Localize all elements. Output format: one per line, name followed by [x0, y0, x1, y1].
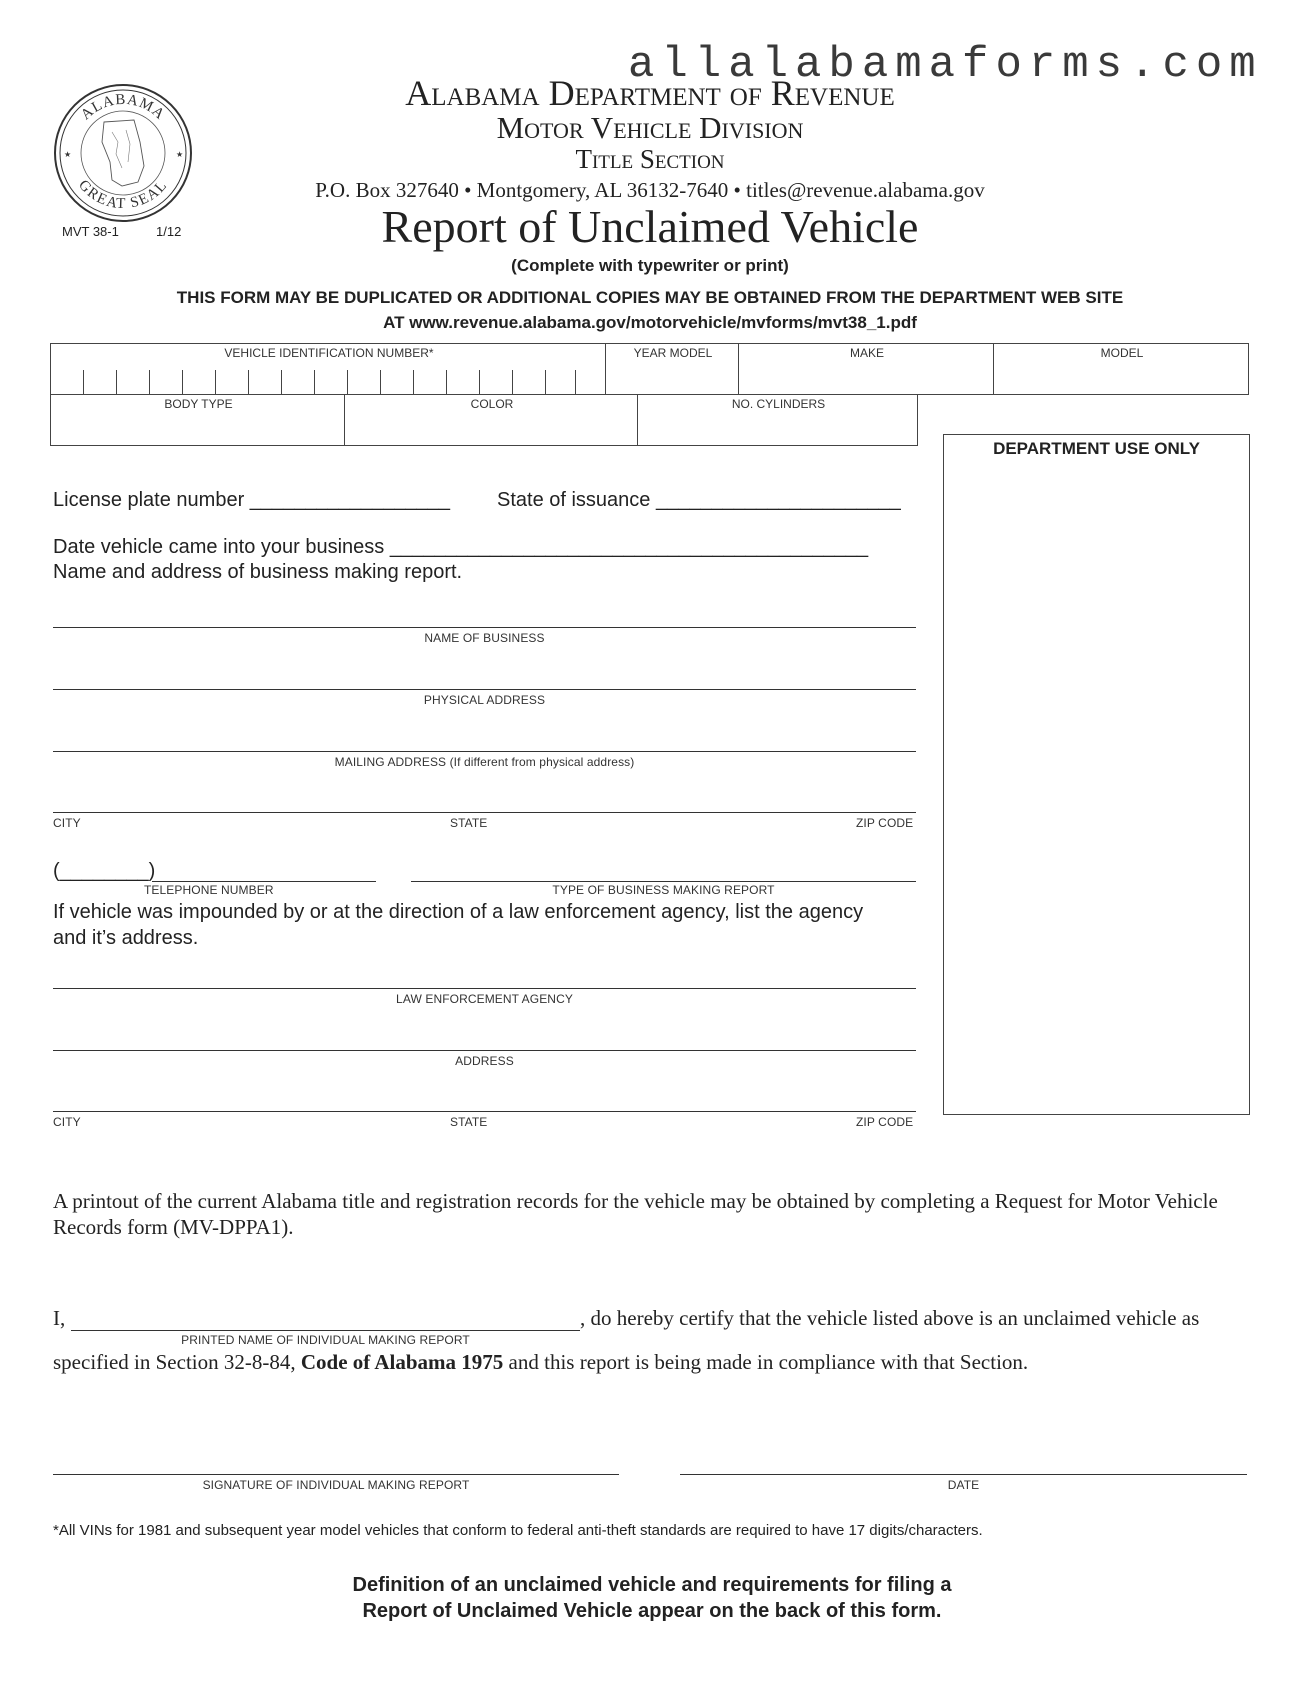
form-revision: 1/12 [156, 224, 182, 239]
physical-address-line[interactable] [53, 689, 916, 690]
certify-prefix: I, [53, 1306, 66, 1330]
business-state-label: STATE [450, 816, 488, 830]
type-of-business-label: TYPE OF BUSINESS MAKING REPORT [552, 883, 775, 897]
printed-name-label: PRINTED NAME OF INDIVIDUAL MAKING REPORT [181, 1333, 470, 1347]
body-type-cell[interactable] [50, 394, 345, 446]
law-enforcement-agency-line[interactable] [53, 988, 916, 989]
body-type-label: BODY TYPE [164, 397, 233, 411]
phone-area-code[interactable]: (________) [53, 860, 156, 882]
notice-line-1: THIS FORM MAY BE DUPLICATED OR ADDITIONAL COPIES MAY BE OBTAINED FROM THE DEPARTMENT WEB SITE [176, 288, 1124, 307]
printout-paragraph: A printout of the current Alabama title and registration records for the vehicle may be obtained by completing a Request for Motor Vehicle Records form (MV-DPPA1). [53, 1189, 1218, 1239]
cylinders-label: NO. CYLINDERS [731, 397, 826, 411]
dept-name: Alabama Department of Revenue [405, 73, 895, 113]
notice-line-2: AT www.revenue.alabama.gov/motorvehicle/mvforms/mvt38_1.pdf [383, 313, 917, 332]
name-address-intro: Name and address of business making report. [53, 561, 463, 583]
physical-address-label: PHYSICAL ADDRESS [423, 693, 546, 707]
svg-text:★: ★ [64, 150, 72, 159]
subtitle: (Complete with typewriter or print) [511, 256, 789, 275]
name-of-business-line[interactable] [53, 627, 916, 628]
agency-city-label: CITY [53, 1115, 81, 1129]
certify-line-2 [53, 1350, 1028, 1375]
color-cell[interactable] [344, 394, 638, 446]
agency-state-label: STATE [450, 1115, 488, 1129]
year-model-label: YEAR MODEL [633, 346, 713, 360]
law-enforcement-agency-label: LAW ENFORCEMENT AGENCY [396, 992, 573, 1006]
agency-address-line[interactable] [53, 1050, 916, 1051]
footer-line-1: Definition of an unclaimed vehicle and requirements for filing a [352, 1574, 952, 1596]
impound-instructions: If vehicle was impounded by or at the direction of a law enforcement agency, list the agency and it’s address. [53, 901, 864, 949]
section-name: Title Section [575, 144, 725, 174]
certify-line-2a: specified in Section 32-8-84, [53, 1350, 296, 1374]
business-zip-label: ZIP CODE [856, 816, 914, 830]
make-label: MAKE [849, 346, 884, 360]
date-vehicle-came-field[interactable]: Date vehicle came into your business ___________________________________________ [53, 536, 869, 558]
type-of-business-line[interactable] [411, 881, 916, 882]
department-use-box [943, 434, 1250, 1115]
telephone-label: TELEPHONE NUMBER [144, 883, 274, 897]
dept-address: P.O. Box 327640 • Montgomery, AL 36132-7640 • titles@revenue.alabama.gov [315, 178, 985, 202]
watermark: allalabamaforms.com [628, 40, 1263, 90]
mailing-address-label: MAILING ADDRESS (If different from physical address) [334, 755, 635, 769]
svg-text:★: ★ [176, 150, 184, 159]
business-city-label: CITY [53, 816, 81, 830]
model-cell[interactable] [993, 343, 1249, 395]
printed-name-line[interactable] [71, 1330, 580, 1331]
division-name: Motor Vehicle Division [496, 110, 804, 145]
signature-label: SIGNATURE OF INDIVIDUAL MAKING REPORT [202, 1478, 470, 1492]
agency-address-label: ADDRESS [455, 1054, 514, 1068]
svg-text:GREAT SEAL: GREAT SEAL [75, 177, 171, 213]
alabama-great-seal-icon [52, 82, 194, 224]
certify-suffix: , do hereby certify that the vehicle listed above is an unclaimed vehicle as [580, 1306, 1200, 1330]
vin-label: VEHICLE IDENTIFICATION NUMBER* [224, 346, 434, 360]
page-title: Report of Unclaimed Vehicle [381, 201, 919, 252]
vin-cell[interactable] [50, 343, 606, 395]
date-line[interactable] [680, 1474, 1247, 1475]
color-label: COLOR [470, 397, 514, 411]
license-plate-field[interactable]: License plate number __________________ [53, 489, 451, 511]
code-of-alabama: Code of Alabama 1975 [300, 1350, 504, 1374]
date-label: DATE [947, 1478, 980, 1492]
telephone-line[interactable] [152, 881, 376, 882]
business-city-state-zip-line[interactable] [53, 812, 916, 813]
name-of-business-label: NAME OF BUSINESS [424, 631, 545, 645]
svg-text:ALABAMA: ALABAMA [78, 91, 168, 124]
footer-line-2: Report of Unclaimed Vehicle appear on the back of this form. [362, 1600, 942, 1622]
year-model-cell[interactable] [605, 343, 739, 395]
model-label: MODEL [1100, 346, 1144, 360]
agency-zip-label: ZIP CODE [856, 1115, 914, 1129]
certify-line-2b: and this report is being made in compliance with that Section. [508, 1350, 1029, 1374]
mailing-address-line[interactable] [53, 751, 916, 752]
agency-city-state-zip-line[interactable] [53, 1111, 916, 1112]
department-use-label: DEPARTMENT USE ONLY [993, 439, 1200, 458]
form-number: MVT 38-1 [62, 224, 119, 239]
vin-footnote: *All VINs for 1981 and subsequent year model vehicles that conform to federal anti-theft standards are required to have 17 digits/characters. [53, 1522, 983, 1539]
state-of-issuance-field[interactable]: State of issuance ______________________ [497, 489, 901, 511]
cylinders-cell[interactable] [637, 394, 918, 446]
make-cell[interactable] [738, 343, 994, 395]
signature-line[interactable] [53, 1474, 619, 1475]
